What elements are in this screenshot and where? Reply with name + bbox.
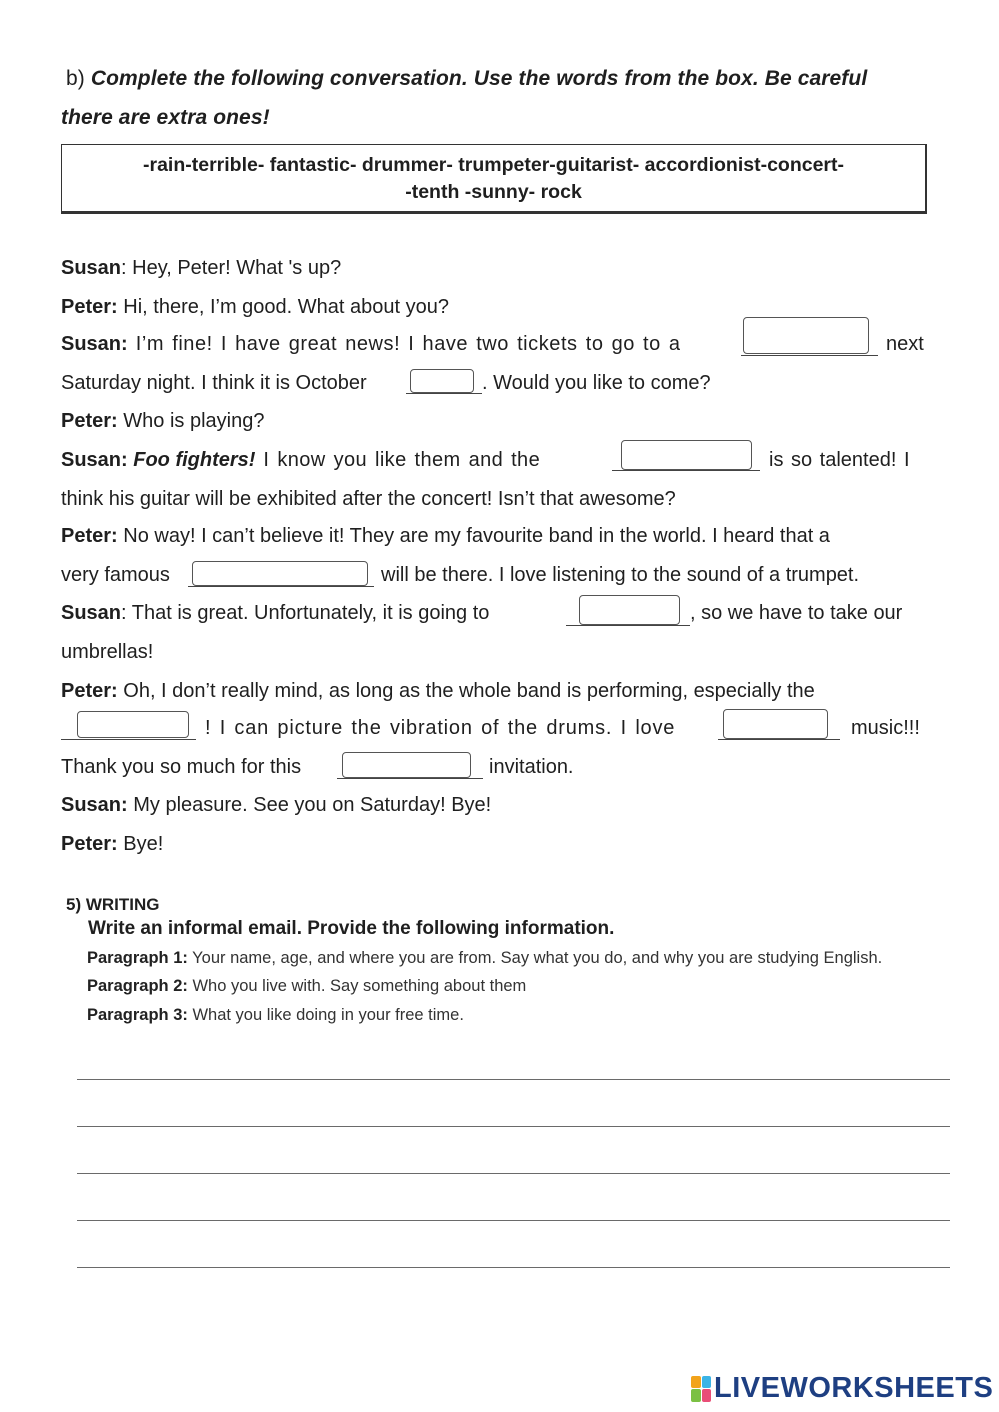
writing-subtitle: Write an informal email. Provide the following information. [88, 918, 615, 939]
blank-input-concert[interactable] [743, 317, 869, 354]
logo-square-1 [691, 1376, 701, 1389]
dialogue-line-13b: music!!! [851, 717, 920, 739]
logo-square-4 [702, 1389, 712, 1402]
instruction-line-2: there are extra ones! [61, 106, 270, 129]
logo-text: LIVEWORKSHEETS [714, 1372, 994, 1404]
dialogue-line-4b: . Would you like to come? [482, 372, 711, 394]
dialogue-line-12: Peter: Oh, I don’t really mind, as long as the whole band is performing, especially the [61, 680, 815, 702]
writing-line[interactable] [77, 1267, 950, 1268]
blank-input-guitarist[interactable] [621, 440, 752, 470]
dialogue-line-2: Peter: Hi, there, I’m good. What about you? [61, 296, 449, 318]
dialogue-line-3-end: next [886, 333, 924, 355]
word-box-line-2: -tenth -sunny- rock [405, 181, 582, 203]
paragraph-2-prompt: Paragraph 2: Who you live with. Say something about them [87, 977, 527, 995]
paragraph-1-prompt: Paragraph 1: Your name, age, and where you are from. Say what you do, and why you are studying English. [87, 949, 883, 967]
blank-underline-1 [741, 355, 878, 356]
dialogue-line-7: think his guitar will be exhibited after the concert! Isn’t that awesome? [61, 488, 676, 510]
blank-underline-2 [406, 393, 482, 394]
band-name: Foo fighters! [133, 449, 256, 471]
dialogue-line-14a: Thank you so much for this [61, 756, 302, 778]
logo-square-3 [691, 1389, 701, 1402]
writing-title: 5) WRITING [66, 895, 160, 914]
dialogue-line-13a: ! I can picture the vibration of the drums. I love [205, 717, 676, 739]
dialogue-line-11: umbrellas! [61, 641, 154, 663]
writing-line[interactable] [77, 1173, 950, 1174]
word-box-line-1: -rain-terrible- fantastic- drummer- trumpeter-guitarist- accordionist-concert- [142, 154, 845, 176]
dialogue-line-10: Susan: That is great. Unfortunately, it is going to [61, 602, 490, 624]
writing-line[interactable] [77, 1126, 950, 1127]
dialogue-line-16: Peter: Bye! [61, 833, 164, 855]
blank-underline-7 [718, 739, 840, 740]
dialogue-line-10-end: , so we have to take our [690, 602, 903, 624]
exercise-label: b) [66, 67, 85, 90]
blank-input-rock[interactable] [723, 709, 828, 739]
blank-input-trumpeter[interactable] [192, 561, 368, 586]
liveworksheets-logo [691, 1372, 993, 1405]
dialogue-line-6-end: is so talented! I [769, 449, 910, 471]
word-box [61, 144, 927, 214]
dialogue-line-5: Peter: Who is playing? [61, 410, 265, 432]
dialogue-line-14b: invitation. [489, 756, 574, 778]
blank-input-tenth[interactable] [410, 369, 474, 393]
dialogue-line-1: Susan: Hey, Peter! What 's up? [61, 257, 342, 279]
paragraph-3-prompt: Paragraph 3: What you like doing in your free time. [87, 1006, 464, 1024]
dialogue-line-9b: will be there. I love listening to the sound of a trumpet. [381, 564, 860, 586]
instruction-line-1: b) Complete the following conversation. Use the words from the box. Be careful [66, 67, 868, 90]
blank-underline-4 [188, 586, 374, 587]
writing-line[interactable] [77, 1220, 950, 1221]
dialogue-line-15: Susan: My pleasure. See you on Saturday! Bye! [61, 794, 492, 816]
blank-input-rain[interactable] [579, 595, 680, 625]
dialogue-line-6: Susan: Foo fighters! I know you like them and the [61, 449, 541, 471]
dialogue-line-8: Peter: No way! I can’t believe it! They are my favourite band in the world. I heard that a [61, 525, 830, 547]
logo-square-2 [702, 1376, 712, 1389]
blank-underline-3 [612, 470, 760, 471]
liveworksheets-logo-icon [691, 1376, 711, 1402]
blank-input-fantastic[interactable] [342, 752, 471, 778]
writing-line[interactable] [77, 1079, 950, 1080]
blank-underline-6 [61, 739, 196, 740]
dialogue-line-3: Susan: I’m fine! I have great news! I have two tickets to go to a [61, 333, 681, 355]
dialogue-line-4a: Saturday night. I think it is October [61, 372, 367, 394]
blank-underline-5 [566, 625, 690, 626]
dialogue-line-9a: very famous [61, 564, 170, 586]
blank-underline-8 [337, 778, 483, 779]
blank-input-drummer[interactable] [77, 711, 189, 738]
